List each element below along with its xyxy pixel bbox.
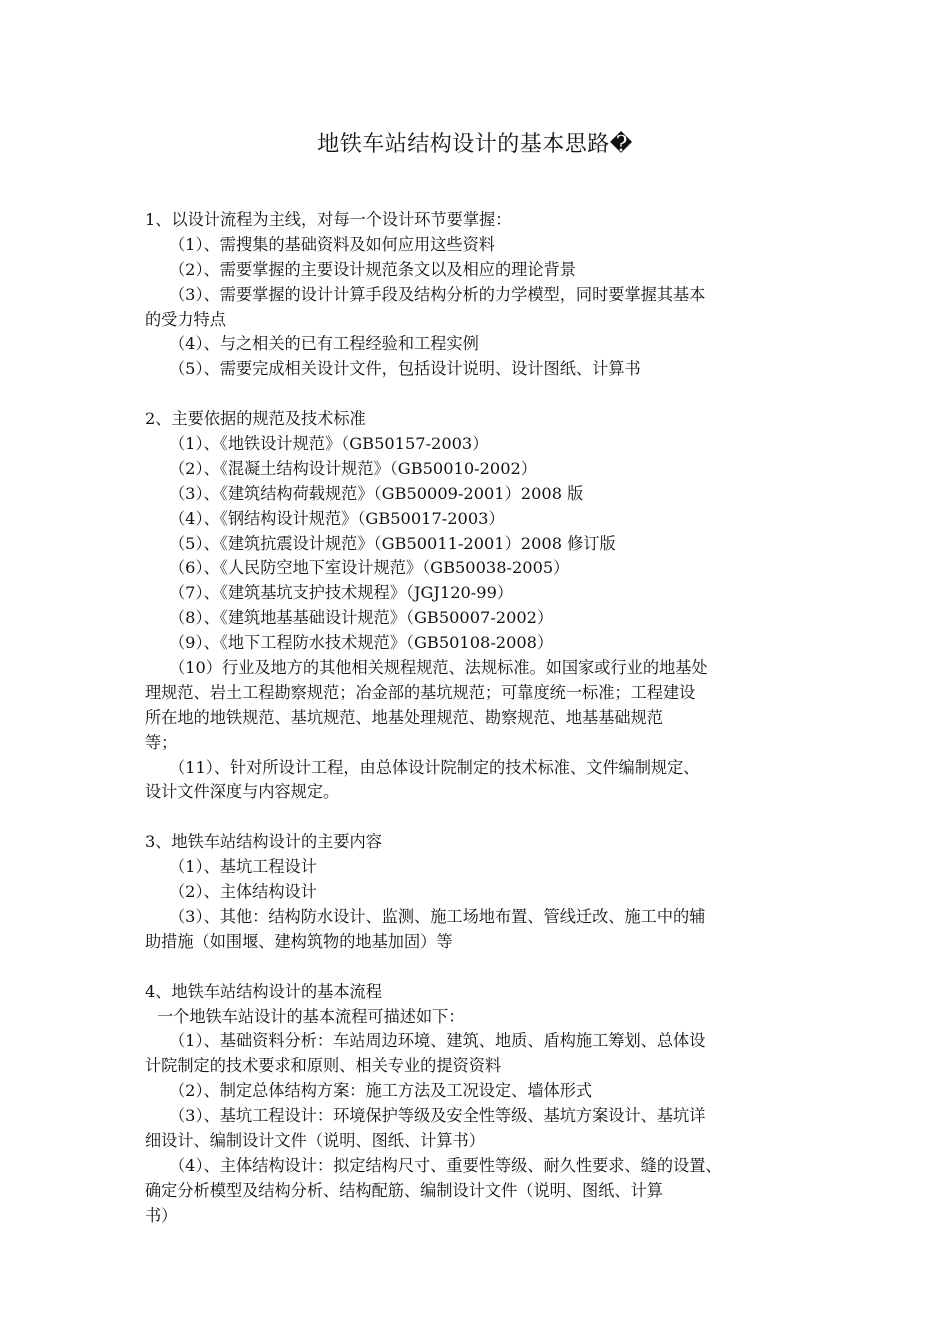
- section-4-heading: 4、地铁车站结构设计的基本流程: [145, 981, 382, 1001]
- standard-item: （9）、《地下工程防水技术规范》（GB50108-2008）: [169, 633, 554, 653]
- document-title: 地铁车站结构设计的基本思路�: [317, 132, 633, 157]
- standard-item: （8）、《建筑地基基础设计规范》（GB50007-2002）: [169, 608, 554, 628]
- section-4-item: （1）、基础资料分析：车站周边环境、建筑、地质、盾构施工筹划、总体设: [169, 1031, 706, 1051]
- section-1-item: （2）、需要掌握的主要设计规范条文以及相应的理论背景: [169, 259, 576, 279]
- paragraph-gap: [145, 955, 810, 980]
- document-body: [145, 208, 810, 1229]
- section-4-item-continuation: 计院制定的技术要求和原则、相关专业的提资资料: [145, 1056, 502, 1076]
- section-3-item-continuation: 助措施（如围堰、建构筑物的地基加固）等: [145, 931, 453, 951]
- section-1-heading: 1、以设计流程为主线，对每一个设计环节要掌握：: [145, 210, 512, 229]
- section-1-item: （4）、与之相关的已有工程经验和工程实例: [169, 334, 479, 354]
- section-4-intro: 一个地铁车站设计的基本流程可描述如下：: [157, 1006, 465, 1026]
- standard-item: （5）、《建筑抗震设计规范》（GB50011-2001）2008 修订版: [169, 533, 616, 553]
- standard-item-continuation: 理规范、岩土工程勘察规范；冶金部的基坑规范；可靠度统一标准；工程建设: [145, 682, 696, 702]
- section-4-item: （2）、制定总体结构方案：施工方法及工况设定、墙体形式: [169, 1081, 593, 1101]
- section-1-item: （5）、需要完成相关设计文件，包括设计说明、设计图纸、计算书: [169, 359, 641, 379]
- section-1-item: （1）、需搜集的基础资料及如何应用这些资料: [169, 234, 495, 254]
- section-1-item: （3）、需要掌握的设计计算手段及结构分析的力学模型，同时要掌握其基本: [169, 284, 706, 304]
- section-3-heading: 3、地铁车站结构设计的主要内容: [145, 832, 382, 852]
- section-4-item-continuation: 细设计、编制设计文件（说明、图纸、计算书）: [145, 1130, 485, 1150]
- section-4-item: （4）、主体结构设计：拟定结构尺寸、重要性等级、耐久性要求、缝的设置、: [169, 1155, 722, 1175]
- standard-item: （7）、《建筑基坑支护技术规程》（JGJ120-99）: [169, 583, 514, 603]
- standard-item-continuation: 设计文件深度与内容规定。: [145, 782, 340, 802]
- standard-item: （10）行业及地方的其他相关规程规范、法规标准。如国家或行业的地基处: [169, 658, 708, 678]
- standard-item: （6）、《人民防空地下室设计规范》（GB50038-2005）: [169, 558, 570, 578]
- standard-item: （1）、《地铁设计规范》（GB50157-2003）: [169, 434, 489, 454]
- section-2-heading: 2、主要依据的规范及技术标准: [145, 409, 366, 429]
- section-1-item-continuation: 的受力特点: [145, 309, 226, 329]
- section-4-item: （3）、基坑工程设计：环境保护等级及安全性等级、基坑方案设计、基坑详: [169, 1106, 706, 1126]
- section-3-item: （2）、主体结构设计: [169, 882, 317, 902]
- standard-item: （11）、针对所设计工程，由总体设计院制定的技术标准、文件编制规定、: [169, 757, 700, 777]
- section-3-item: （3）、其他：结构防水设计、监测、施工场地布置、管线迁改、施工中的辅: [169, 906, 706, 926]
- standard-item-continuation: 所在地的地铁规范、基坑规范、地基处理规范、勘察规范、地基基础规范: [145, 707, 663, 727]
- standard-item: （2）、《混凝土结构设计规范》（GB50010-2002）: [169, 458, 537, 478]
- standard-item-continuation: 等；: [145, 732, 178, 752]
- standard-item: （3）、《建筑结构荷载规范》（GB50009-2001）2008 版: [169, 483, 584, 503]
- section-4-item-continuation: 确定分析模型及结构分析、结构配筋、编制设计文件（说明、图纸、计算: [145, 1180, 663, 1200]
- paragraph-gap: [145, 805, 810, 830]
- section-3-item: （1）、基坑工程设计: [169, 857, 317, 877]
- section-4-item-continuation: 书）: [145, 1205, 178, 1225]
- standard-item: （4）、《钢结构设计规范》（GB50017-2003）: [169, 508, 505, 528]
- paragraph-gap: [145, 382, 810, 407]
